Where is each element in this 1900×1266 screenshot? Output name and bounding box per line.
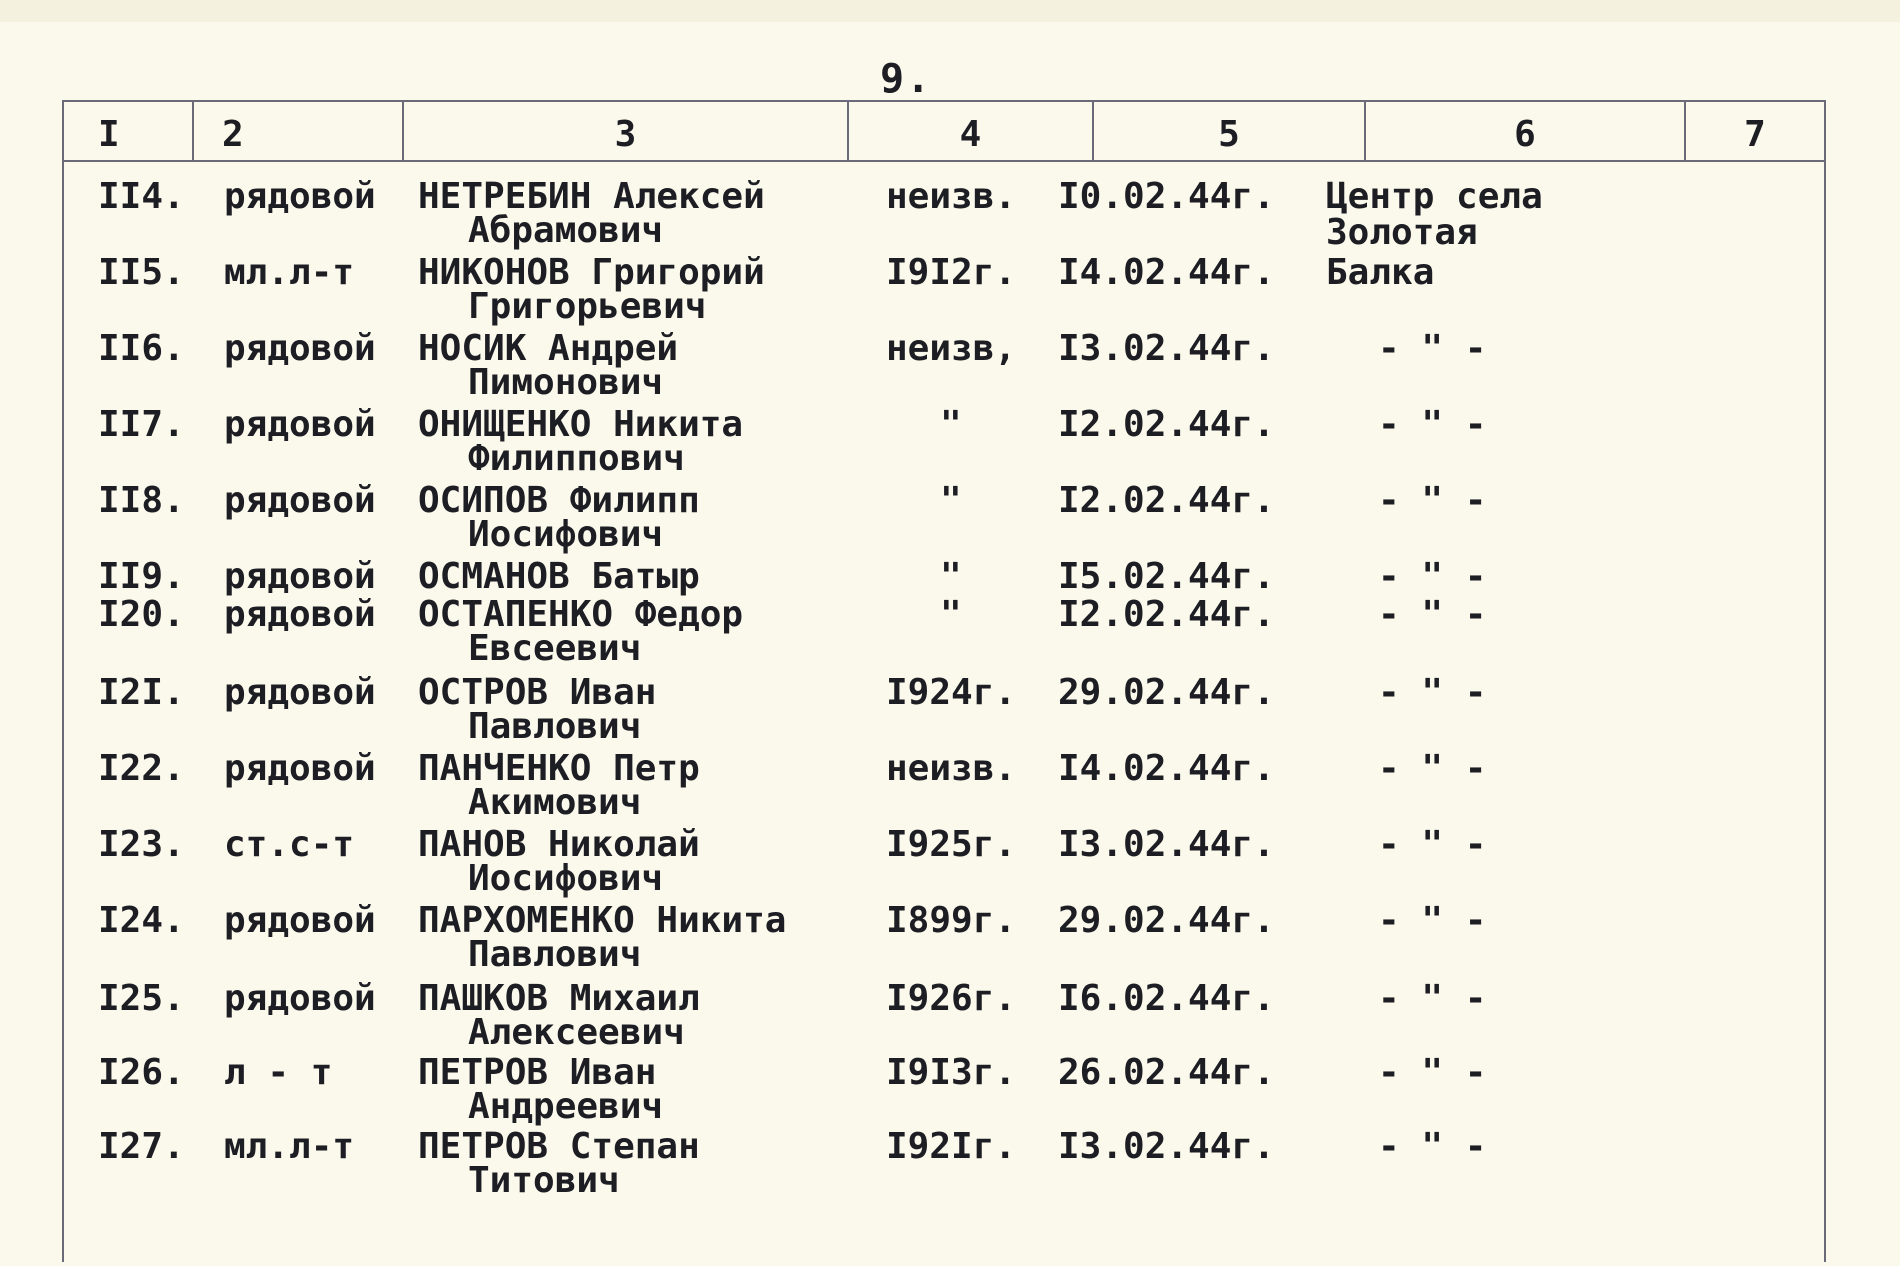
record-patronymic: Андреевич xyxy=(468,1086,664,1127)
record-burial-place: - " - xyxy=(1378,594,1487,635)
record-rank: рядовой xyxy=(224,978,376,1019)
record-burial-place: - " - xyxy=(1378,556,1487,597)
record-birth-year: I924г. xyxy=(886,672,1017,713)
record-date: I2.02.44г. xyxy=(1058,480,1275,521)
record-number: I27. xyxy=(98,1126,185,1167)
record-name: ПАНЧЕНКО Петр xyxy=(418,748,700,789)
record-number: I20. xyxy=(98,594,185,635)
record-date: I4.02.44г. xyxy=(1058,252,1275,293)
record-name: ПАШКОВ Михаил xyxy=(418,978,700,1019)
record-rank: мл.л-т xyxy=(224,252,355,293)
record-rank: рядовой xyxy=(224,176,376,217)
record-date: I2.02.44г. xyxy=(1058,404,1275,445)
record-number: II5. xyxy=(98,252,185,293)
column-header-1: I xyxy=(62,100,194,160)
record-name: ОСИПОВ Филипп xyxy=(418,480,700,521)
record-date: I3.02.44г. xyxy=(1058,328,1275,369)
record-patronymic: Иосифович xyxy=(468,858,664,899)
record-birth-year: " xyxy=(940,594,962,635)
record-birth-year: I9I2г. xyxy=(886,252,1017,293)
column-header-5: 5 xyxy=(1094,100,1366,160)
record-burial-place: - " - xyxy=(1378,1052,1487,1093)
column-header-6: 6 xyxy=(1366,100,1686,160)
record-rank: рядовой xyxy=(224,556,376,597)
burial-place-continuation-2: Балка xyxy=(1326,252,1435,293)
record-number: I23. xyxy=(98,824,185,865)
record-name: ОСМАНОВ Батыр xyxy=(418,556,700,597)
record-burial-place: - " - xyxy=(1378,900,1487,941)
record-rank: ст.с-т xyxy=(224,824,355,865)
page-number: 9. xyxy=(880,56,933,102)
record-birth-year: I926г. xyxy=(886,978,1017,1019)
record-name: ОСТАПЕНКО Федор xyxy=(418,594,744,635)
column-header-3: 3 xyxy=(404,100,849,160)
record-burial-place: - " - xyxy=(1378,328,1487,369)
record-date: I2.02.44г. xyxy=(1058,594,1275,635)
record-patronymic: Евсеевич xyxy=(468,628,642,669)
record-date: I5.02.44г. xyxy=(1058,556,1275,597)
record-birth-year: I92Iг. xyxy=(886,1126,1017,1167)
record-name: ПАНОВ Николай xyxy=(418,824,700,865)
record-patronymic: Павлович xyxy=(468,934,642,975)
record-burial-place: - " - xyxy=(1378,748,1487,789)
record-burial-place: - " - xyxy=(1378,824,1487,865)
record-date: I3.02.44г. xyxy=(1058,1126,1275,1167)
record-date: I0.02.44г. xyxy=(1058,176,1275,217)
table-header-row xyxy=(62,100,1824,162)
record-burial-place: - " - xyxy=(1378,1126,1487,1167)
record-rank: л - т xyxy=(224,1052,333,1093)
record-birth-year: " xyxy=(940,480,962,521)
record-date: I3.02.44г. xyxy=(1058,824,1275,865)
record-rank: рядовой xyxy=(224,900,376,941)
record-birth-year: " xyxy=(940,404,962,445)
record-patronymic: Абрамович xyxy=(468,210,664,251)
record-rank: рядовой xyxy=(224,594,376,635)
record-burial-place: - " - xyxy=(1378,978,1487,1019)
record-rank: мл.л-т xyxy=(224,1126,355,1167)
record-date: 29.02.44г. xyxy=(1058,672,1275,713)
record-birth-year: I925г. xyxy=(886,824,1017,865)
record-number: I22. xyxy=(98,748,185,789)
record-number: II4. xyxy=(98,176,185,217)
record-name: ПАРХОМЕНКО Никита xyxy=(418,900,787,941)
record-burial-place: Центр села xyxy=(1326,176,1543,217)
record-name: НИКОНОВ Григорий xyxy=(418,252,765,293)
record-number: I2I. xyxy=(98,672,185,713)
record-birth-year: неизв. xyxy=(886,748,1017,789)
column-header-2: 2 xyxy=(194,100,404,160)
record-rank: рядовой xyxy=(224,480,376,521)
record-name: ПЕТРОВ Иван xyxy=(418,1052,657,1093)
record-name: ОСТРОВ Иван xyxy=(418,672,657,713)
record-name: ПЕТРОВ Степан xyxy=(418,1126,700,1167)
record-date: I4.02.44г. xyxy=(1058,748,1275,789)
record-patronymic: Алексеевич xyxy=(468,1012,685,1053)
record-date: 26.02.44г. xyxy=(1058,1052,1275,1093)
record-birth-year: неизв, xyxy=(886,328,1017,369)
record-rank: рядовой xyxy=(224,672,376,713)
page-edge xyxy=(0,0,1900,22)
record-patronymic: Иосифович xyxy=(468,514,664,555)
record-burial-place: - " - xyxy=(1378,404,1487,445)
record-patronymic: Григорьевич xyxy=(468,286,707,327)
column-header-7: 7 xyxy=(1744,114,1766,155)
burial-place-continuation-1: Золотая xyxy=(1326,212,1478,253)
record-name: НОСИК Андрей xyxy=(418,328,679,369)
record-birth-year: неизв. xyxy=(886,176,1017,217)
record-number: II7. xyxy=(98,404,185,445)
record-number: II9. xyxy=(98,556,185,597)
record-number: II6. xyxy=(98,328,185,369)
record-patronymic: Акимович xyxy=(468,782,642,823)
record-patronymic: Пимонович xyxy=(468,362,664,403)
record-name: НЕТРЕБИН Алексей xyxy=(418,176,765,217)
record-rank: рядовой xyxy=(224,404,376,445)
record-birth-year: I9I3г. xyxy=(886,1052,1017,1093)
record-birth-year: I899г. xyxy=(886,900,1017,941)
record-date: 29.02.44г. xyxy=(1058,900,1275,941)
record-name: ОНИЩЕНКО Никита xyxy=(418,404,744,445)
record-patronymic: Титович xyxy=(468,1160,620,1201)
record-number: I24. xyxy=(98,900,185,941)
record-number: I26. xyxy=(98,1052,185,1093)
column-header-4: 4 xyxy=(849,100,1094,160)
record-number: I25. xyxy=(98,978,185,1019)
record-rank: рядовой xyxy=(224,748,376,789)
record-patronymic: Филиппович xyxy=(468,438,685,479)
record-birth-year: " xyxy=(940,556,962,597)
record-rank: рядовой xyxy=(224,328,376,369)
record-date: I6.02.44г. xyxy=(1058,978,1275,1019)
record-patronymic: Павлович xyxy=(468,706,642,747)
record-burial-place: - " - xyxy=(1378,672,1487,713)
record-burial-place: - " - xyxy=(1378,480,1487,521)
record-number: II8. xyxy=(98,480,185,521)
